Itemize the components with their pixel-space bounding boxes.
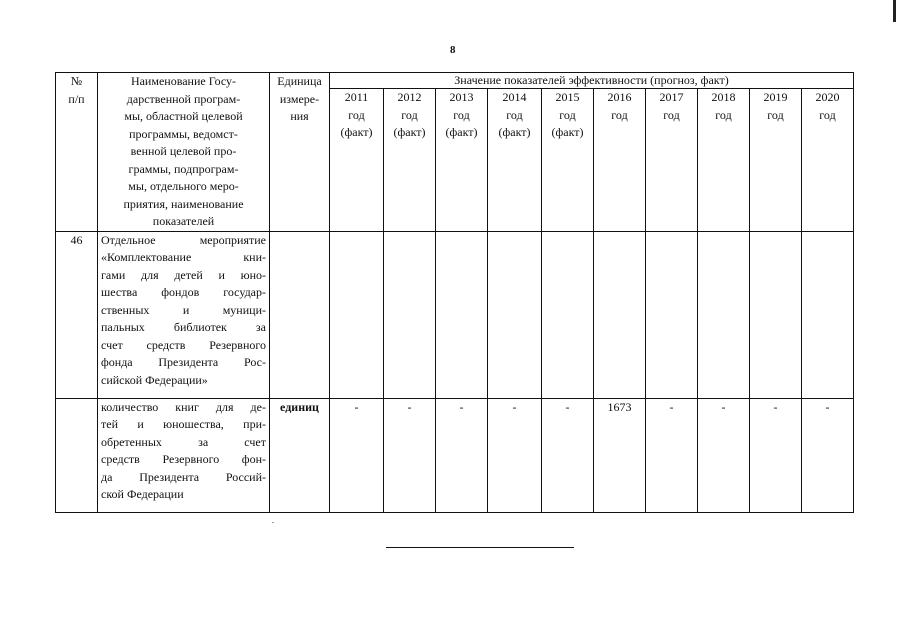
header-name <box>98 73 270 232</box>
header-year-9 <box>802 89 854 232</box>
row-name-line: гами для детей и юно- <box>101 267 266 282</box>
row-value-6 <box>646 231 698 398</box>
row-name <box>98 231 270 398</box>
row-value-8: - <box>750 398 802 512</box>
header-year-text: 2018 год <box>711 90 736 122</box>
row-name-line: ской Федерации <box>101 487 184 501</box>
header-year-3 <box>488 89 542 232</box>
header-year-text: 2016 год <box>607 90 632 122</box>
row-value-0 <box>330 231 384 398</box>
header-year-4 <box>542 89 594 232</box>
row-num <box>56 398 98 512</box>
page-edge-mark <box>893 0 896 22</box>
header-year-1 <box>384 89 436 232</box>
row-value-7: - <box>698 398 750 512</box>
row-value-9 <box>802 231 854 398</box>
header-year-text: 2014 год (факт) <box>498 90 531 139</box>
header-year-7 <box>698 89 750 232</box>
row-name-line: фонда Президента Рос- <box>101 355 266 369</box>
row-value-2: - <box>436 398 488 512</box>
row-name-line: средств Резервного фон- <box>101 452 266 466</box>
page-number: 8 <box>450 44 456 56</box>
row-name-line: обретенных за счет <box>101 434 266 449</box>
row-value-4: - <box>542 398 594 512</box>
row-value-5: 1673 <box>594 398 646 512</box>
row-value-9: - <box>802 398 854 512</box>
row-value-1: - <box>384 398 436 512</box>
header-year-text: 2011 год (факт) <box>340 90 373 139</box>
row-name-line: Отдельное мероприятие <box>101 232 266 247</box>
row-unit <box>270 231 330 398</box>
row-value-3: - <box>488 398 542 512</box>
row-unit: единиц <box>270 398 330 512</box>
row-value-4 <box>542 231 594 398</box>
row-value-6: - <box>646 398 698 512</box>
row-value-2 <box>436 231 488 398</box>
row-name-line: да Президента Россий- <box>101 469 266 484</box>
header-year-8 <box>750 89 802 232</box>
header-name-text: Наименование Госу- дарственной програм- мы, областной целевой программы, ведомст- венной целевой про- граммы, подпрограм- мы, отдельного меро- приятия, наименование показателей <box>123 74 244 228</box>
header-year-5 <box>594 89 646 232</box>
row-name-line: количество книг для де- <box>101 399 266 414</box>
header-year-text: 2019 год <box>763 90 788 122</box>
table-row <box>56 231 854 398</box>
row-value-0: - <box>330 398 384 512</box>
header-num <box>56 73 98 232</box>
row-value-1 <box>384 231 436 398</box>
header-year-2 <box>436 89 488 232</box>
header-num-text: № п/п <box>68 74 85 106</box>
row-name-line: счет средств Резервного <box>101 337 266 352</box>
row-name <box>98 398 270 512</box>
row-value-7 <box>698 231 750 398</box>
header-year-text: 2020 год <box>815 90 840 122</box>
header-year-text: 2012 год (факт) <box>393 90 426 139</box>
header-year-text: 2013 год (факт) <box>445 90 478 139</box>
row-name-line: «Комплектование кни- <box>101 250 266 264</box>
row-name-line: ственных и муници- <box>101 302 266 317</box>
row-name-line: шества фондов государ- <box>101 285 266 299</box>
footer-rule <box>386 547 574 548</box>
header-year-text: 2017 год <box>659 90 684 122</box>
header-group: Значение показателей эффективности (прогноз, факт) <box>330 73 854 89</box>
row-name-line: пальных библиотек за <box>101 320 266 334</box>
row-value-8 <box>750 231 802 398</box>
scan-speck <box>272 522 274 523</box>
header-year-0 <box>330 89 384 232</box>
row-name-line: тей и юношества, при- <box>101 417 266 431</box>
row-value-5 <box>594 231 646 398</box>
header-unit <box>270 73 330 232</box>
table-row <box>56 398 854 512</box>
header-row-group <box>56 73 854 89</box>
header-year-text: 2015 год (факт) <box>551 90 584 139</box>
row-value-3 <box>488 231 542 398</box>
header-unit-text: Единица измере- ния <box>277 74 322 123</box>
indicators-table <box>55 72 854 513</box>
row-num: 46 <box>56 231 98 398</box>
header-year-6 <box>646 89 698 232</box>
row-name-line: сийской Федерации» <box>101 372 208 387</box>
